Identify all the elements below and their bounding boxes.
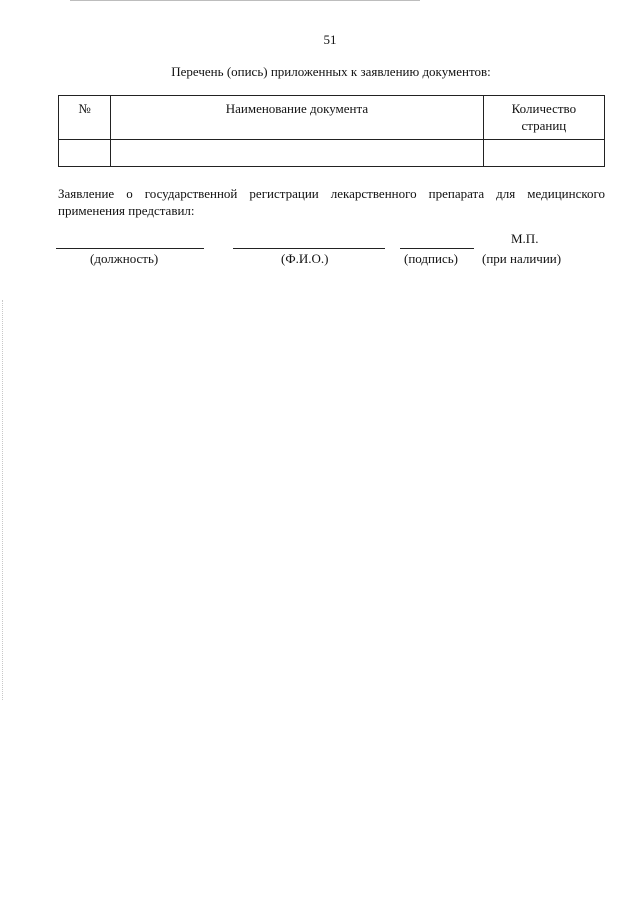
table-header-row: [59, 96, 605, 140]
header-page-count: [483, 96, 604, 140]
table-row: [59, 140, 605, 167]
name-label: (Ф.И.О.): [281, 251, 329, 266]
header-page-count-line2: страниц: [521, 118, 567, 133]
position-label: (должность): [90, 251, 159, 266]
statement-text: Заявление о государственной регистрации лекарственного препарата для медицинского применения представил:: [58, 186, 605, 218]
scan-edge-top: [70, 0, 420, 1]
name-line: [233, 248, 385, 249]
documents-table: [58, 95, 605, 167]
signature-line: [400, 248, 474, 249]
header-number: №: [59, 96, 111, 140]
position-line: [56, 248, 204, 249]
cell-number: [59, 140, 111, 167]
cell-document-name: [111, 140, 484, 167]
scan-edge-left: [2, 300, 4, 700]
cell-page-count: [483, 140, 604, 167]
header-document-name: Наименование документа: [111, 96, 484, 140]
stamp-label: М.П.: [511, 231, 539, 246]
page-number: 51: [323, 32, 337, 47]
header-page-count-line1: Количество: [511, 101, 577, 116]
document-title: Перечень (опись) приложенных к заявлению документов:: [171, 64, 491, 79]
signature-label: (подпись): [404, 251, 458, 266]
stamp-note: (при наличии): [482, 251, 562, 266]
